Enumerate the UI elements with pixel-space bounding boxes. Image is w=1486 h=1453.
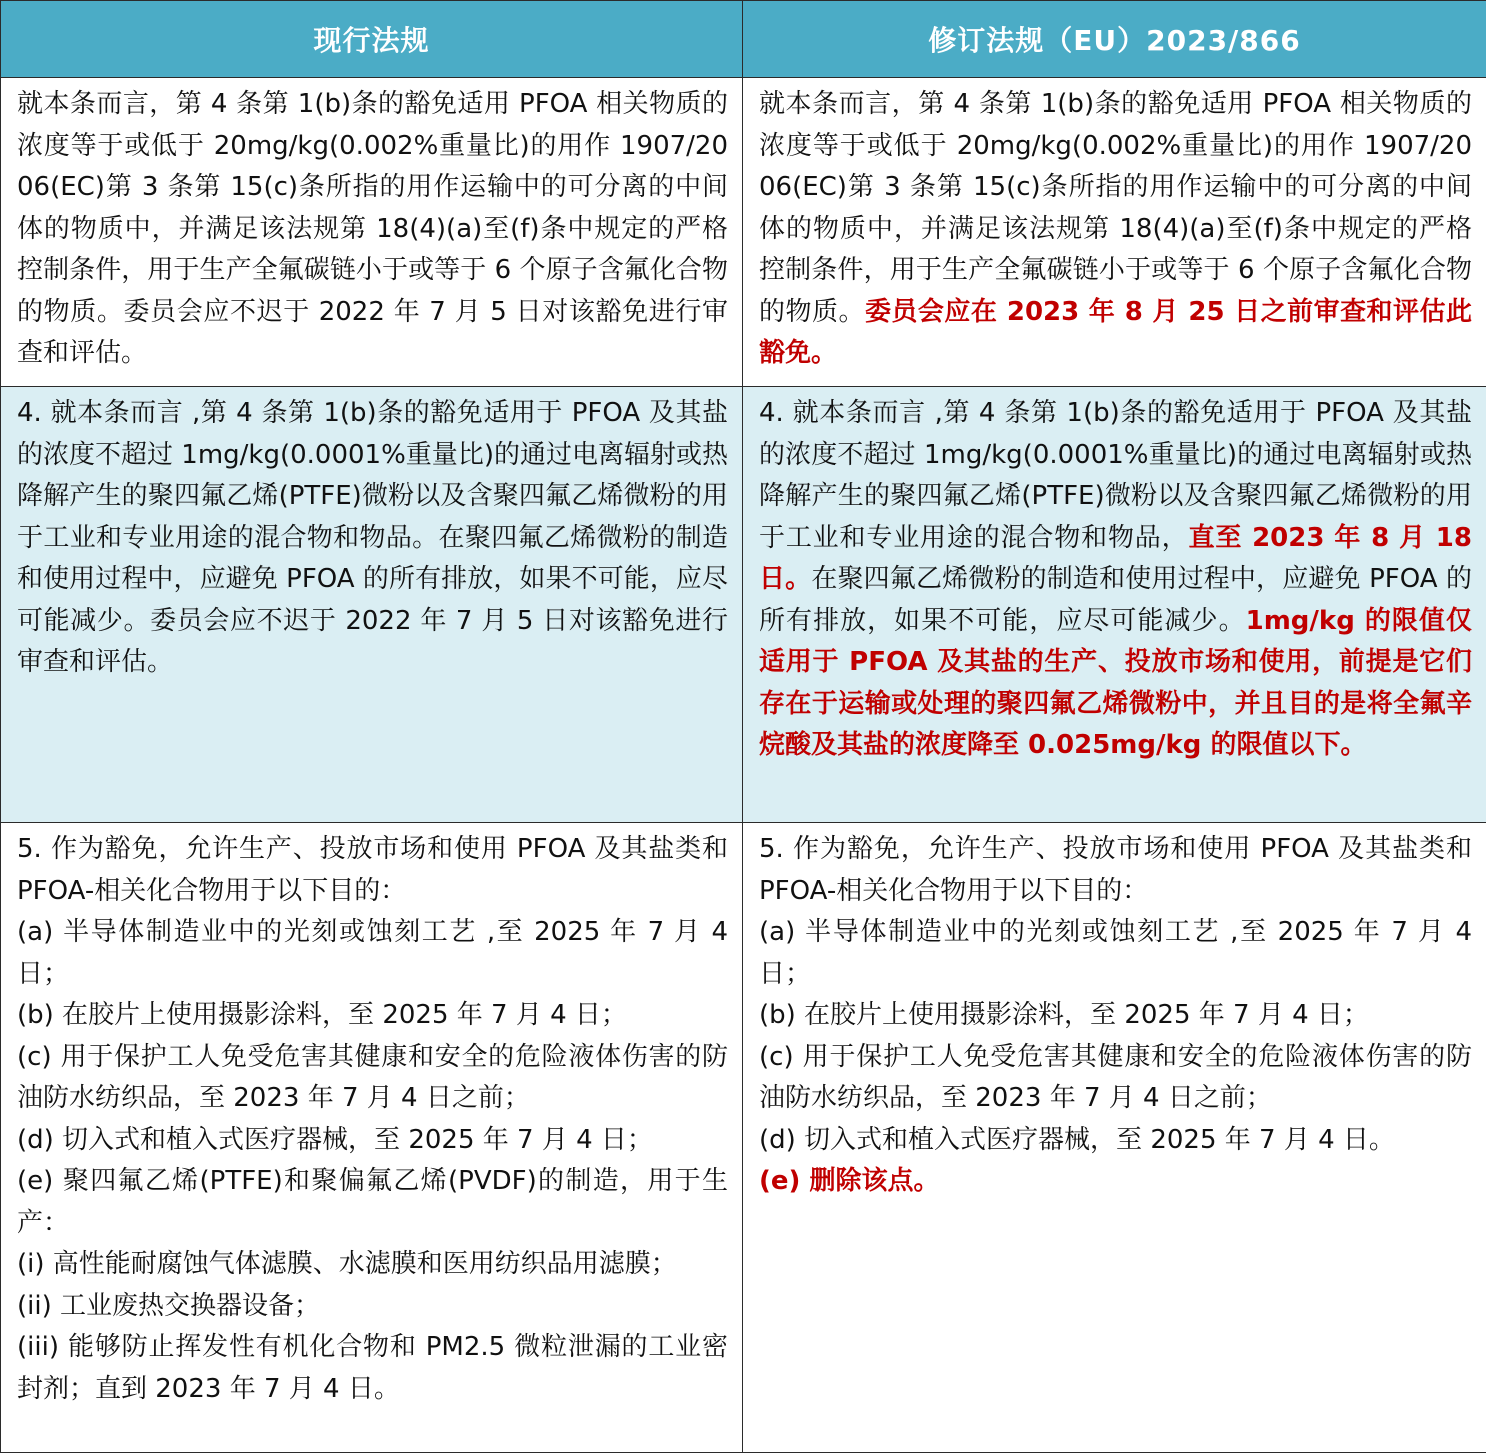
header-current-regulation: 现行法规	[1, 1, 743, 78]
list-item: 5. 作为豁免，允许生产、投放市场和使用 PFOA 及其盐类和 PFOA-相关化合物用于以下目的：	[759, 829, 1472, 912]
highlight-deleted-item-e: (e) 删除该点。	[759, 1161, 1472, 1203]
text-current-row2: 4. 就本条而言 ,第 4 条第 1(b)条的豁免适用于 PFOA 及其盐的浓度不超过 1mg/kg(0.0001%重量比)的通过电离辐射或热降解产生的聚四氟乙烯(PTFE)微粉以及含聚四氟乙烯微粉的用于工业和专业用途的混合物和物品。在聚四氟乙烯微粉的制造和使用过程中，应避免 PFOA 的所有排放，如果不可能，应尽可能减少。委员会应不迟于 2022 年 7 月 5 日对该豁免进行审查和评估。	[17, 398, 728, 677]
cell-revised-row1	[743, 78, 1486, 387]
cell-revised-row2	[743, 387, 1486, 823]
table-row	[1, 823, 1486, 1453]
cell-current-row3	[1, 823, 743, 1453]
cell-current-row2	[1, 387, 743, 823]
text-revised-row2-part1: 4. 就本条而言 ,第 4 条第 1(b)条的豁免适用于 PFOA 及其盐的浓度不超过 1mg/kg(0.0001%重量比)的通过电离辐射或热降解产生的聚四氟乙烯(PTFE)微粉以及含聚四氟乙烯微粉的用于工业和专业用途的混合物和物品，	[759, 398, 1472, 553]
list-item: (iii) 能够防止挥发性有机化合物和 PM2.5 微粒泄漏的工业密封剂；直到 2023 年 7 月 4 日。	[17, 1327, 728, 1410]
highlight-revised-row1: 委员会应在 2023 年 8 月 25 日之前审查和评估此豁免。	[759, 297, 1472, 369]
list-item: (b) 在胶片上使用摄影涂料，至 2025 年 7 月 4 日；	[17, 995, 728, 1037]
table-row	[1, 78, 1486, 387]
list-item: (ii) 工业废热交换器设备；	[17, 1286, 728, 1328]
list-item: (b) 在胶片上使用摄影涂料，至 2025 年 7 月 4 日；	[759, 995, 1472, 1037]
table-row	[1, 387, 1486, 823]
text-current-row1: 就本条而言，第 4 条第 1(b)条的豁免适用 PFOA 相关物质的浓度等于或低于 20mg/kg(0.002%重量比)的用作 1907/2006(EC)第 3 条第 15(c)条所指的用作运输中的可分离的中间体的物质中，并满足该法规第 18(4)(a)至(f)条中规定的严格控制条件，用于生产全氟碳链小于或等于 6 个原子含氟化合物的物质。委员会应不迟于 2022 年 7 月 5 日对该豁免进行审查和评估。	[17, 89, 728, 368]
header-row	[1, 1, 1486, 78]
list-item: (c) 用于保护工人免受危害其健康和安全的危险液体伤害的防油防水纺织品，至 2023 年 7 月 4 日之前；	[17, 1037, 728, 1120]
cell-revised-row3	[743, 823, 1486, 1453]
text-revised-row2-part2: 在聚四氟乙烯微粉的制造和使用过程中，应避免 PFOA 的所有排放，如果不可能，应尽可能减少。	[759, 564, 1472, 636]
list-item: 5. 作为豁免，允许生产、投放市场和使用 PFOA 及其盐类和 PFOA-相关化合物用于以下目的：	[17, 829, 728, 912]
list-item: (i) 高性能耐腐蚀气体滤膜、水滤膜和医用纺织品用滤膜；	[17, 1244, 728, 1286]
highlight-revised-row2-limit: 1mg/kg 的限值仅适用于 PFOA 及其盐的生产、投放市场和使用，前提是它们存在于运输或处理的聚四氟乙烯微粉中，并且目的是将全氟辛烷酸及其盐的浓度降至 0.025mg/kg 的限值以下。	[759, 606, 1472, 761]
list-item: (e) 聚四氟乙烯(PTFE)和聚偏氟乙烯(PVDF)的制造，用于生产：	[17, 1161, 728, 1244]
list-item: (a) 半导体制造业中的光刻或蚀刻工艺 ,至 2025 年 7 月 4 日；	[17, 912, 728, 995]
text-revised-row1: 就本条而言，第 4 条第 1(b)条的豁免适用 PFOA 相关物质的浓度等于或低于 20mg/kg(0.002%重量比)的用作 1907/2006(EC)第 3 条第 15(c)条所指的用作运输中的可分离的中间体的物质中，并满足该法规第 18(4)(a)至(f)条中规定的严格控制条件，用于生产全氟碳链小于或等于 6 个原子含氟化合物的物质。	[759, 89, 1472, 327]
list-item: (c) 用于保护工人免受危害其健康和安全的危险液体伤害的防油防水纺织品，至 2023 年 7 月 4 日之前；	[759, 1037, 1472, 1120]
header-revised-regulation: 修订法规（EU）2023/866	[743, 1, 1486, 78]
highlight-revised-row2-deadline: 直至 2023 年 8 月 18 日。	[759, 523, 1472, 595]
cell-current-row1	[1, 78, 743, 387]
list-item: (a) 半导体制造业中的光刻或蚀刻工艺 ,至 2025 年 7 月 4 日；	[759, 912, 1472, 995]
list-item: (d) 切入式和植入式医疗器械，至 2025 年 7 月 4 日；	[17, 1120, 728, 1162]
list-item: (d) 切入式和植入式医疗器械，至 2025 年 7 月 4 日。	[759, 1120, 1472, 1162]
